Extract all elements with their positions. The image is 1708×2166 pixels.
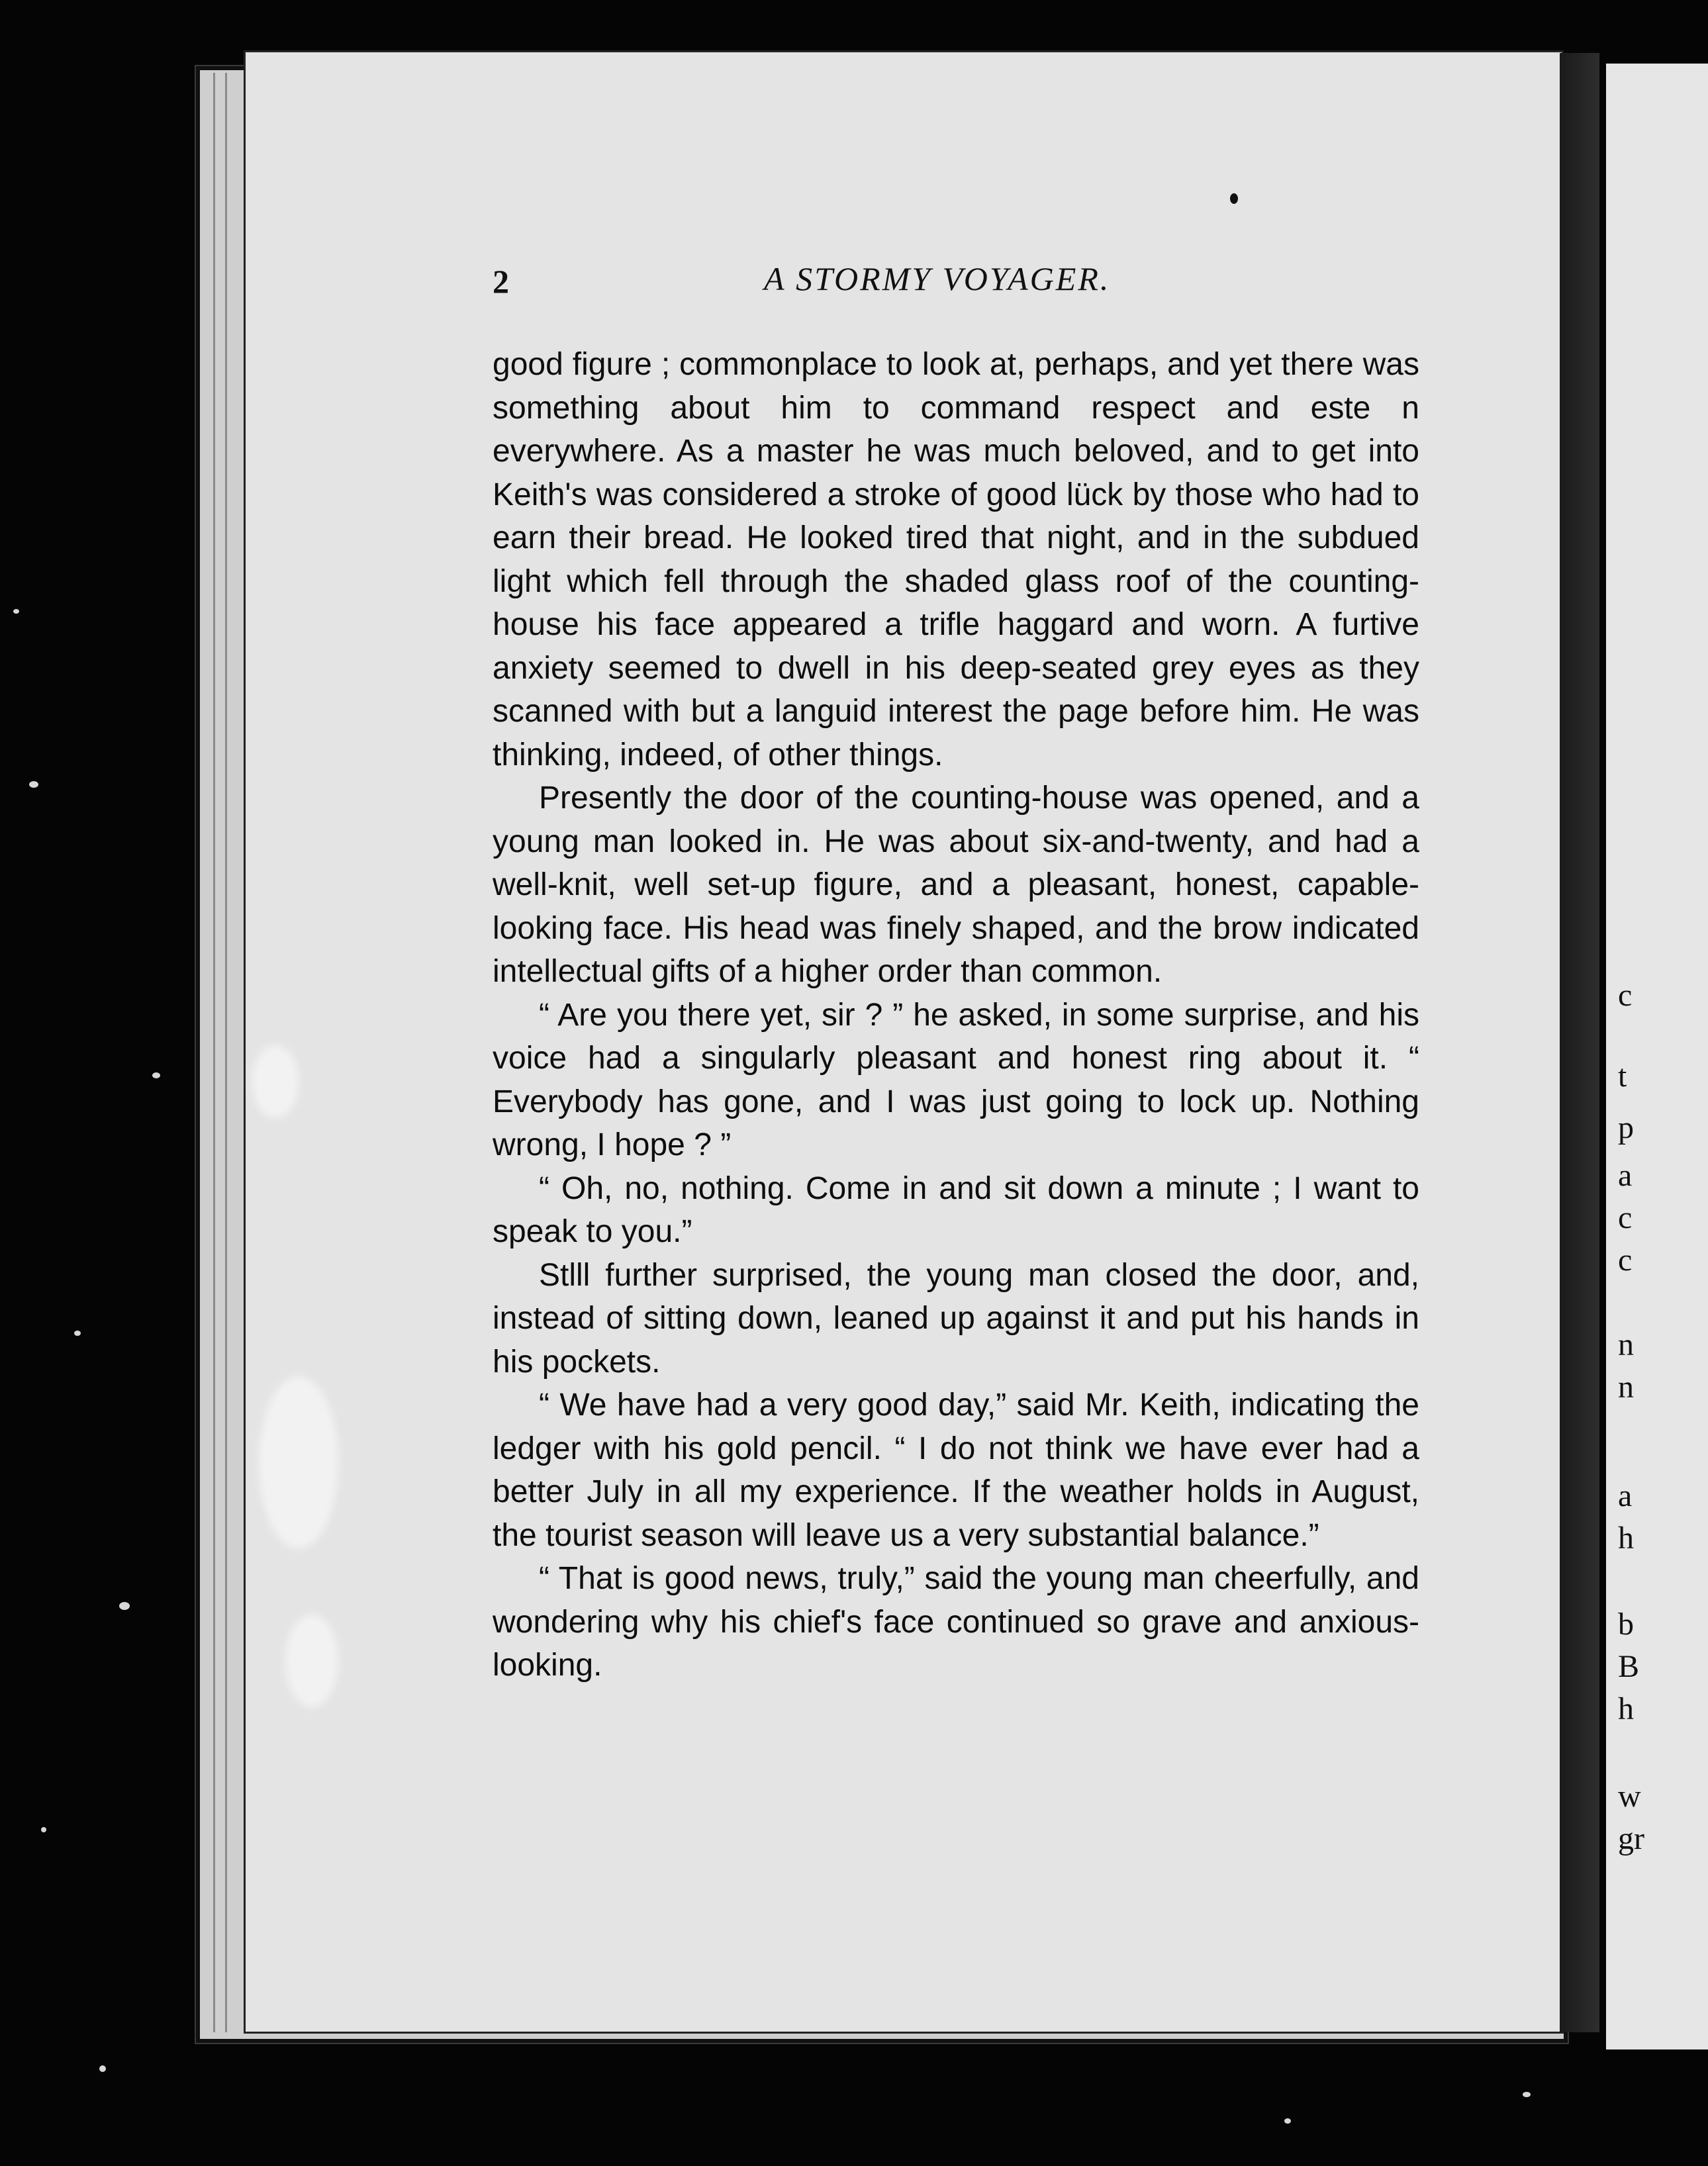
next-page-fragment: c <box>1618 1243 1633 1278</box>
dust-speck <box>152 1072 160 1078</box>
paragraph: “ Are you there yet, sir ? ” he asked, in some surprise, and his voice had a singularly pleasant and honest ring about it. “ Everybody has gone, and I was just going to lock up. Nothing wrong, I hope ? ” <box>493 997 1419 1162</box>
paragraph: Stlll further surprised, the young man closed the door, and, instead of sitting down, leaned up against it and put his hands in his pockets. <box>493 1257 1419 1380</box>
page-edge-line <box>225 73 227 2032</box>
next-page-fragment: b <box>1618 1607 1634 1642</box>
dust-speck <box>13 609 19 614</box>
page-number: 2 <box>493 263 509 300</box>
dust-speck <box>99 2065 106 2072</box>
dust-speck <box>41 1827 46 1832</box>
next-page-fragment: h <box>1618 1521 1634 1556</box>
paragraph: “ Oh, no, nothing. Come in and sit down a minute ; I want to speak to you.” <box>493 1170 1419 1249</box>
dust-speck <box>1523 2092 1531 2097</box>
paragraph: “ That is good news, truly,” said the young man cheerfully, and wondering why his chief's face continued so grave and anxious-looking. <box>493 1561 1419 1683</box>
next-page-fragment: t <box>1618 1059 1627 1094</box>
dust-speck <box>74 1331 81 1336</box>
paragraph: good figure ; commonplace to look at, perhaps, and yet there was something about him to command respect and este n everywhere. As a master he was much beloved, and to get into Keith's was considered a stroke of good lück by those who had to earn their bread. He looked tired that night, and in the subdued light which fell through the shaded glass roof of the counting-house his face appeared a trifle haggard and worn. A furtive anxiety seemed to dwell in his deep-seated grey eyes as they scanned with but a languid interest the page before him. He was thinking, indeed, of other things. <box>493 347 1419 773</box>
next-page-fragment: n <box>1618 1370 1634 1405</box>
dust-speck <box>119 1602 130 1610</box>
page-edge-line <box>213 73 215 2032</box>
paper-blemish <box>285 1615 338 1707</box>
next-page-fragment: c <box>1618 978 1633 1013</box>
next-page-fragment: a <box>1618 1478 1633 1513</box>
paper-blemish <box>259 1376 338 1548</box>
paper-blemish <box>252 1045 299 1118</box>
running-head: A STORMY VOYAGER. <box>764 260 1111 297</box>
next-page-fragment: h <box>1618 1691 1634 1726</box>
next-page-edge <box>1606 64 1708 2049</box>
dust-speck <box>29 781 38 788</box>
next-page-fragment: B <box>1618 1649 1640 1684</box>
page-gutter-shadow <box>1560 53 1599 2032</box>
dust-speck <box>1284 2118 1291 2124</box>
next-page-fragment: p <box>1618 1110 1634 1145</box>
next-page-fragment: w <box>1618 1779 1641 1814</box>
paragraph: “ We have had a very good day,” said Mr. Keith, indicating the ledger with his gold pencil. “ I do not think we have ever had a better July in all my experience. If the weather holds in August, the tourist season will leave us a very substantial balance.” <box>493 1388 1419 1553</box>
next-page-fragment: gr <box>1618 1821 1644 1856</box>
next-page-fragment: n <box>1618 1327 1634 1362</box>
page-header <box>493 259 1419 312</box>
paragraph: Presently the door of the counting-house was opened, and a young man looked in. He was about six-and-twenty, and had a well-knit, well set-up figure, and a pleasant, honest, capable-looking face. His head was finely shaped, and the brow indicated intellectual gifts of a higher order than common. <box>493 780 1419 989</box>
next-page-fragment: c <box>1618 1200 1633 1235</box>
next-page-fragment: a <box>1618 1158 1633 1193</box>
body-text <box>493 343 1419 1687</box>
ink-mark <box>1230 193 1238 204</box>
